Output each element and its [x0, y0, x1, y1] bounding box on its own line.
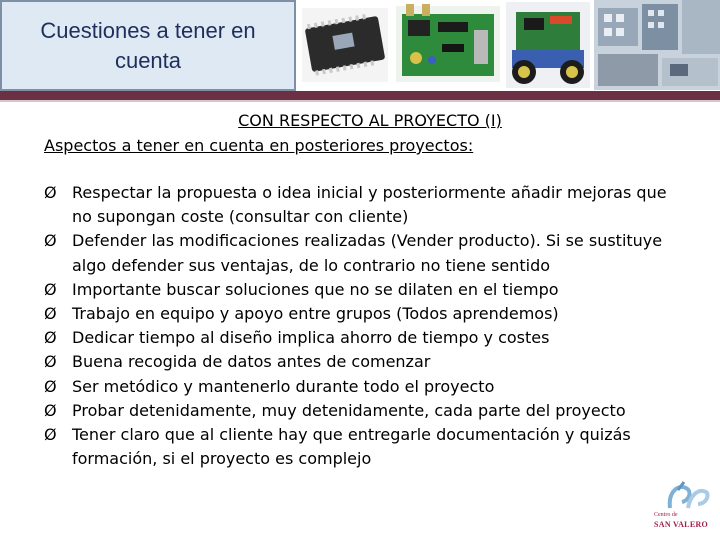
building-collage-photo	[594, 0, 720, 90]
logo-mark-icon	[648, 478, 716, 514]
pcb-photo	[396, 4, 500, 82]
subtitle: Aspectos a tener en cuenta en posteriores proyectos:	[44, 136, 474, 155]
chip-photo	[302, 8, 388, 82]
arrow-bullet-icon: Ø	[44, 376, 57, 396]
bullet-item	[44, 399, 684, 423]
arrow-bullet-icon: Ø	[44, 352, 57, 372]
header-photo-strip	[298, 0, 720, 90]
bullet-text: Probar detenidamente, muy detenidamente, cada parte del proyecto	[72, 400, 626, 420]
bullet-item	[44, 326, 684, 350]
bullet-text: Buena recogida de datos antes de comenzar	[72, 352, 431, 372]
bullet-item	[44, 375, 684, 399]
robot-photo	[506, 2, 590, 88]
section-title-text: CON RESPECTO AL PROYECTO (I)	[238, 111, 502, 130]
bullet-text: Respectar la propuesta o idea inicial y posteriormente añadir mejoras que no supongan coste (consultar con cliente)	[72, 183, 667, 227]
bullet-text: Dedicar tiempo al diseño implica ahorro de tiempo y costes	[72, 328, 550, 348]
bullet-text: Defender las modificaciones realizadas (Vender producto). Si se sustituye algo defender sus ventajas, de lo contrario no tiene sentido	[72, 231, 663, 275]
header-divider-shadow	[0, 100, 720, 102]
arrow-bullet-icon: Ø	[44, 425, 57, 445]
arrow-bullet-icon: Ø	[44, 231, 57, 251]
section-title	[0, 111, 720, 130]
bullet-item	[44, 302, 684, 326]
logo-caption-small: Centro de	[654, 512, 678, 518]
arrow-bullet-icon: Ø	[44, 304, 57, 324]
bullet-item	[44, 229, 684, 277]
bullet-text: Ser metódico y mantenerlo durante todo el proyecto	[72, 376, 495, 396]
title-box	[0, 0, 296, 91]
slide-header	[0, 0, 720, 100]
arrow-bullet-icon: Ø	[44, 183, 57, 202]
bullet-text: Importante buscar soluciones que no se dilaten en el tiempo	[72, 279, 559, 299]
logo-caption-name: SAN VALERO	[654, 520, 709, 529]
bullet-item	[44, 278, 684, 302]
electronics-photos-image	[298, 0, 720, 90]
bullet-item	[44, 350, 684, 374]
arrow-bullet-icon: Ø	[44, 328, 57, 348]
bullet-list	[44, 181, 684, 471]
header-divider-bar	[0, 91, 720, 100]
bullet-item	[44, 181, 684, 229]
bullet-text: Tener claro que al cliente hay que entregarle documentación y quizás formación, si el proyecto es complejo	[72, 425, 631, 469]
bullet-item	[44, 423, 684, 471]
arrow-bullet-icon: Ø	[44, 279, 57, 299]
bullet-text: Trabajo en equipo y apoyo entre grupos (Todos aprendemos)	[72, 304, 559, 324]
arrow-bullet-icon: Ø	[44, 400, 57, 420]
slide-title: Cuestiones a tener en cuenta	[40, 17, 256, 73]
